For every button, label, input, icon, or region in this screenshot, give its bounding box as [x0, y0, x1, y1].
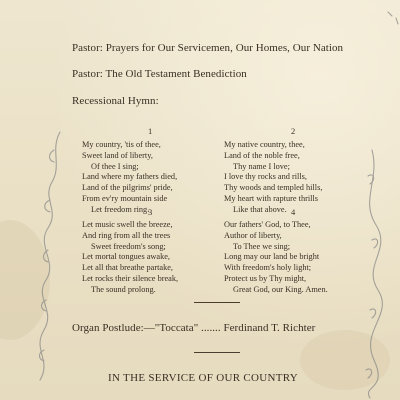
hymn-line: Great God, our King. Amen. — [233, 284, 328, 294]
hymn-line: Let freedom ring. — [91, 204, 150, 214]
organ-postlude-line: Organ Postlude:—"Toccata" ....... Ferdinand T. Richter — [72, 322, 316, 334]
stanza-number: 1 — [148, 126, 153, 136]
hymn-line: From ev'ry mountain side — [82, 193, 168, 203]
hymn-line: Our fathers' God, to Thee, — [224, 220, 311, 229]
benediction-line: Pastor: The Old Testament Benediction — [72, 68, 247, 80]
hymn-line: To Thee we sing; — [233, 241, 291, 251]
hymn-line: Of thee I sing; — [91, 161, 139, 171]
hymn-line: My country, 'tis of thee, — [82, 140, 161, 149]
hymn-line: The sound prolong. — [91, 284, 156, 294]
hymn-line: Author of liberty, — [224, 230, 282, 240]
hymn-line: Like that above. — [233, 204, 287, 214]
hymn-line: Land of the noble free, — [224, 150, 300, 160]
hymn-line: Thy woods and templed hills, — [224, 183, 323, 193]
pencil-scribble-right — [368, 150, 382, 398]
hymn-line: Protect us by Thy might, — [224, 273, 307, 283]
stanza-number: 4 — [291, 207, 296, 217]
hymn-line: Let all that breathe partake, — [82, 263, 173, 273]
hymn-line: My heart with rapture thrills — [224, 193, 319, 203]
hymn-line: With freedom's holy light; — [224, 263, 312, 273]
hymn-line: I love thy rocks and rills, — [224, 172, 307, 182]
prayers-line: Pastor: Prayers for Our Servicemen, Our Homes, Our Nation — [72, 42, 344, 54]
hymn-line: Sweet freedom's song; — [91, 241, 166, 251]
stanza-number: 2 — [291, 126, 296, 136]
hymn-line: Sweet land of liberty, — [82, 150, 153, 160]
service-heading: IN THE SERVICE OF OUR COUNTRY — [108, 372, 299, 384]
pencil-mark-top-right — [388, 12, 398, 24]
recessional-heading: Recessional Hymn: — [72, 95, 159, 107]
stanza-number: 3 — [148, 207, 153, 217]
hymn-line: Let rocks their silence break, — [82, 273, 179, 283]
hymn-line: And ring from all the trees — [82, 230, 171, 240]
hymn-line: Land of the pilgrims' pride, — [82, 183, 173, 193]
hymn-line: Long may our land be bright — [224, 252, 320, 262]
hymn-line: Let mortal tongues awake, — [82, 252, 171, 262]
hymn-line: Thy name I love; — [233, 161, 290, 171]
hymn-line: My native country, thee, — [224, 140, 305, 149]
hymn-line: Land where my fathers died, — [82, 172, 178, 182]
pencil-scribble-right-loops — [366, 175, 378, 378]
hymn-line: Let music swell the breeze, — [82, 220, 173, 229]
